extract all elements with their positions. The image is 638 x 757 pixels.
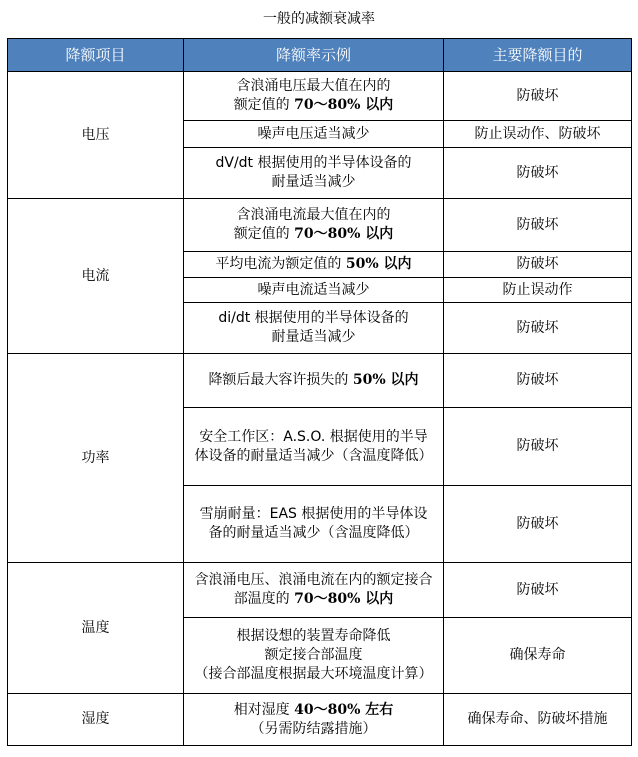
- example-cell: dV/dt 根据使用的半导体设备的 耐量适当减少: [184, 148, 444, 199]
- example-cell: di/dt 根据使用的半导体设备的 耐量适当减少: [184, 303, 444, 354]
- category-temperature: 温度: [8, 563, 184, 694]
- example-cell: 相对湿度 40～80% 左右 （另需防结露措施）: [184, 694, 444, 746]
- example-cell: 含浪涌电流最大值在内的 额定值的 70～80% 以内: [184, 199, 444, 252]
- table-row: [8, 694, 632, 746]
- purpose-cell: 防破坏: [444, 408, 632, 486]
- table-row: [8, 354, 632, 408]
- purpose-cell: 确保寿命、防破坏措施: [444, 694, 632, 746]
- category-current: 电流: [8, 199, 184, 354]
- purpose-cell: 防破坏: [444, 354, 632, 408]
- header-purpose: 主要降额目的: [444, 39, 632, 72]
- derating-table: [7, 38, 632, 746]
- example-cell: 含浪涌电压最大值在内的 额定值的 70～80% 以内: [184, 72, 444, 121]
- table-title: 一般的减额衰减率: [263, 11, 375, 27]
- purpose-cell: 防破坏: [444, 72, 632, 121]
- example-cell: 含浪涌电压、浪涌电流在内的额定接合 部温度的 70～80% 以内: [184, 563, 444, 618]
- table-row: [8, 72, 632, 121]
- example-cell: 雪崩耐量：EAS 根据使用的半导体设 备的耐量适当减少（含温度降低）: [184, 486, 444, 563]
- category-voltage: 电压: [8, 72, 184, 199]
- example-cell: 噪声电流适当减少: [184, 278, 444, 303]
- header-row: [8, 39, 632, 72]
- header-category: 降额项目: [8, 39, 184, 72]
- purpose-cell: 确保寿命: [444, 618, 632, 694]
- purpose-cell: 防止误动作、防破坏: [444, 121, 632, 148]
- header-example: 降额率示例: [184, 39, 444, 72]
- example-cell: 噪声电压适当减少: [184, 121, 444, 148]
- example-cell: 根据设想的装置寿命降低 额定接合部温度 （接合部温度根据最大环境温度计算）: [184, 618, 444, 694]
- purpose-cell: 防破坏: [444, 199, 632, 252]
- purpose-cell: 防破坏: [444, 303, 632, 354]
- table-row: [8, 199, 632, 252]
- example-cell: 降额后最大容许损失的 50% 以内: [184, 354, 444, 408]
- category-humidity: 湿度: [8, 694, 184, 746]
- table-row: [8, 563, 632, 618]
- example-cell: 平均电流为额定值的 50% 以内: [184, 252, 444, 278]
- category-power: 功率: [8, 354, 184, 563]
- purpose-cell: 防止误动作: [444, 278, 632, 303]
- purpose-cell: 防破坏: [444, 252, 632, 278]
- example-cell: 安全工作区：A.S.O. 根据使用的半导 体设备的耐量适当减少（含温度降低）: [184, 408, 444, 486]
- purpose-cell: 防破坏: [444, 563, 632, 618]
- purpose-cell: 防破坏: [444, 486, 632, 563]
- purpose-cell: 防破坏: [444, 148, 632, 199]
